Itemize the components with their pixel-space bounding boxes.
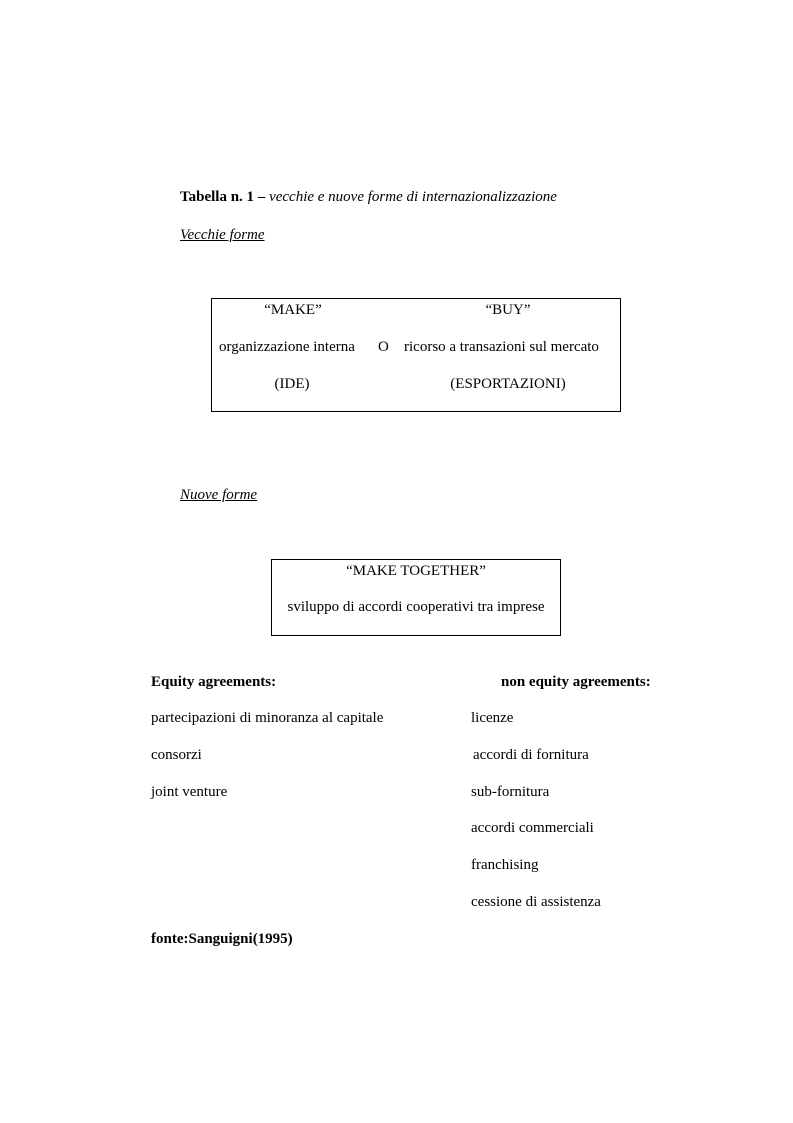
make-title: “MAKE” [264, 302, 322, 318]
table-title-label: Tabella n. 1 – [180, 189, 266, 205]
source-note: fonte:Sanguigni(1995) [151, 931, 293, 947]
non-equity-item: accordi di fornitura [473, 747, 589, 763]
make-together-description: sviluppo di accordi cooperativi tra imprese [287, 599, 545, 615]
equity-item: partecipazioni di minoranza al capitale [151, 710, 384, 726]
table-title [180, 190, 557, 205]
buy-abbreviation: (ESPORTAZIONI) [450, 376, 566, 392]
buy-title: “BUY” [485, 302, 531, 318]
equity-item: joint venture [151, 784, 228, 800]
equity-item: consorzi [151, 747, 202, 763]
old-forms-box [211, 298, 621, 412]
make-together-title: “MAKE TOGETHER” [346, 563, 486, 579]
non-equity-heading: non equity agreements: [501, 674, 651, 690]
equity-heading: Equity agreements: [151, 674, 277, 690]
or-separator: O [378, 339, 389, 355]
non-equity-item: accordi commerciali [471, 820, 594, 836]
non-equity-item: sub-fornitura [471, 784, 550, 800]
non-equity-item: franchising [471, 857, 539, 873]
old-forms-heading: Vecchie forme [180, 227, 265, 243]
buy-description: ricorso a transazioni sul mercato [404, 339, 599, 355]
make-abbreviation: (IDE) [274, 376, 310, 392]
table-title-text: vecchie e nuove forme di internazionalizzazione [269, 189, 557, 205]
non-equity-item: cessione di assistenza [471, 894, 601, 910]
new-forms-heading: Nuove forme [180, 487, 258, 503]
non-equity-item: licenze [471, 710, 514, 726]
make-description: organizzazione interna [219, 339, 355, 355]
new-forms-box [271, 559, 561, 636]
